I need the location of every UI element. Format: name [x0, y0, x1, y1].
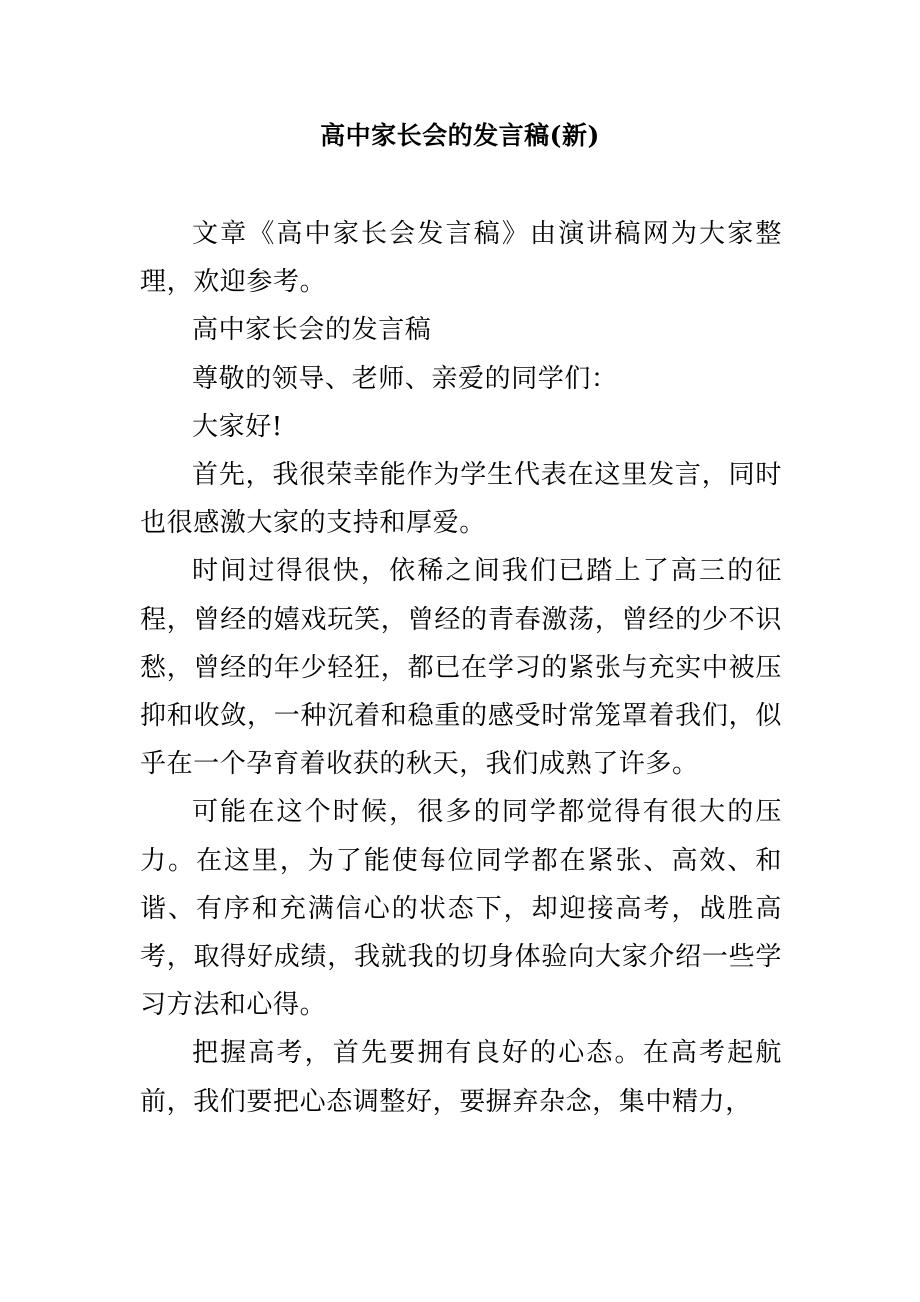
paragraph-opening: 首先，我很荣幸能作为学生代表在这里发言，同时也很感激大家的支持和厚爱。 [140, 460, 782, 539]
paragraph-salutation: 尊敬的领导、老师、亲爱的同学们： [192, 363, 618, 394]
paragraph-greeting: 大家好! [192, 411, 283, 442]
paragraph-subtitle: 高中家长会的发言稿 [192, 315, 432, 346]
paragraph-time: 时间过得很快，依稀之间我们已踏上了高三的征程，曾经的嬉戏玩笑，曾经的青春激荡，曾经的少不识愁，曾经的年少轻狂，都已在学习的紧张与充实中被压抑和收敛，一种沉着和稳重的感受时常笼罩着我们，似乎在一个孕育着收获的秋天，我们成熟了许多。 [140, 556, 782, 780]
paragraph-pressure: 可能在这个时候，很多的同学都觉得有很大的压力。在这里，为了能使每位同学都在紧张、高效、和谐、有序和充满信心的状态下，却迎接高考，战胜高考，取得好成绩，我就我的切身体验向大家介绍一些学习方法和心得。 [140, 797, 782, 1021]
paragraph-mindset: 把握高考，首先要拥有良好的心态。在高考起航前，我们要把心态调整好，要摒弃杂念，集中精力， [140, 1038, 782, 1117]
document-title: 高中家长会的发言稿(新) [320, 121, 600, 150]
paragraph-intro: 文章《高中家长会发言稿》由演讲稿网为大家整理，欢迎参考。 [140, 219, 782, 298]
document-body [140, 210, 782, 1126]
